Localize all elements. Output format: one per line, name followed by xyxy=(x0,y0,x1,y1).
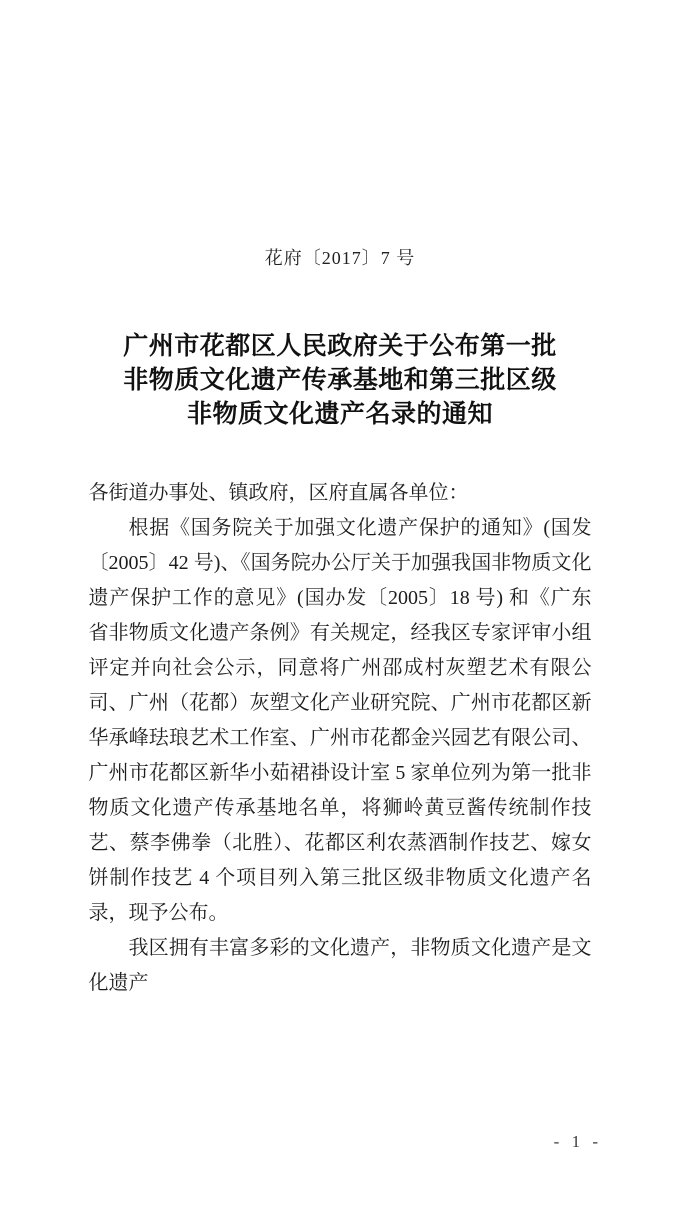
title-line-3: 非物质文化遗产名录的通知 xyxy=(186,401,493,428)
title-line-1: 广州市花都区人民政府关于公布第一批 xyxy=(123,333,557,360)
salutation-line: 各街道办事处、镇政府，区府直属各单位： xyxy=(88,482,469,504)
document-body xyxy=(89,476,592,1001)
document-title xyxy=(0,330,680,432)
body-paragraph-2: 我区拥有丰富多彩的文化遗产，非物质文化遗产是文化遗产 xyxy=(88,937,592,994)
title-line-2: 非物质文化遗产传承基地和第三批区级 xyxy=(123,367,557,394)
page-number: - 1 - xyxy=(553,1132,602,1151)
document-page xyxy=(0,244,680,1206)
body-paragraph-1: 根据《国务院关于加强文化遗产保护的通知》(国发〔2005〕42 号)、《国务院办公厅关于加强我国非物质文化遗产保护工作的意见》(国办发〔2005〕18 号) 和《广东省非物质文化遗产条例》有关规定，经我区专家评审小组评定并向社会公示，同意将广州邵成村灰塑艺术有限公司、广州（花都）灰塑文化产业研究院、广州市花都区新华承峰珐琅艺术工作室、广州市花都金兴园艺有限公司、广州市花都区新华小茹裙褂设计室 5 家单位列为第一批非物质文化遗产传承基地名单，将狮岭黄豆酱传统制作技艺、蔡李佛拳（北胜）、花都区利农蒸酒制作技艺、嫁女饼制作技艺 4 个项目列入第三批区级非物质文化遗产名录，现予公布。 xyxy=(88,517,592,924)
document-number: 花府〔2017〕7 号 xyxy=(264,248,416,268)
